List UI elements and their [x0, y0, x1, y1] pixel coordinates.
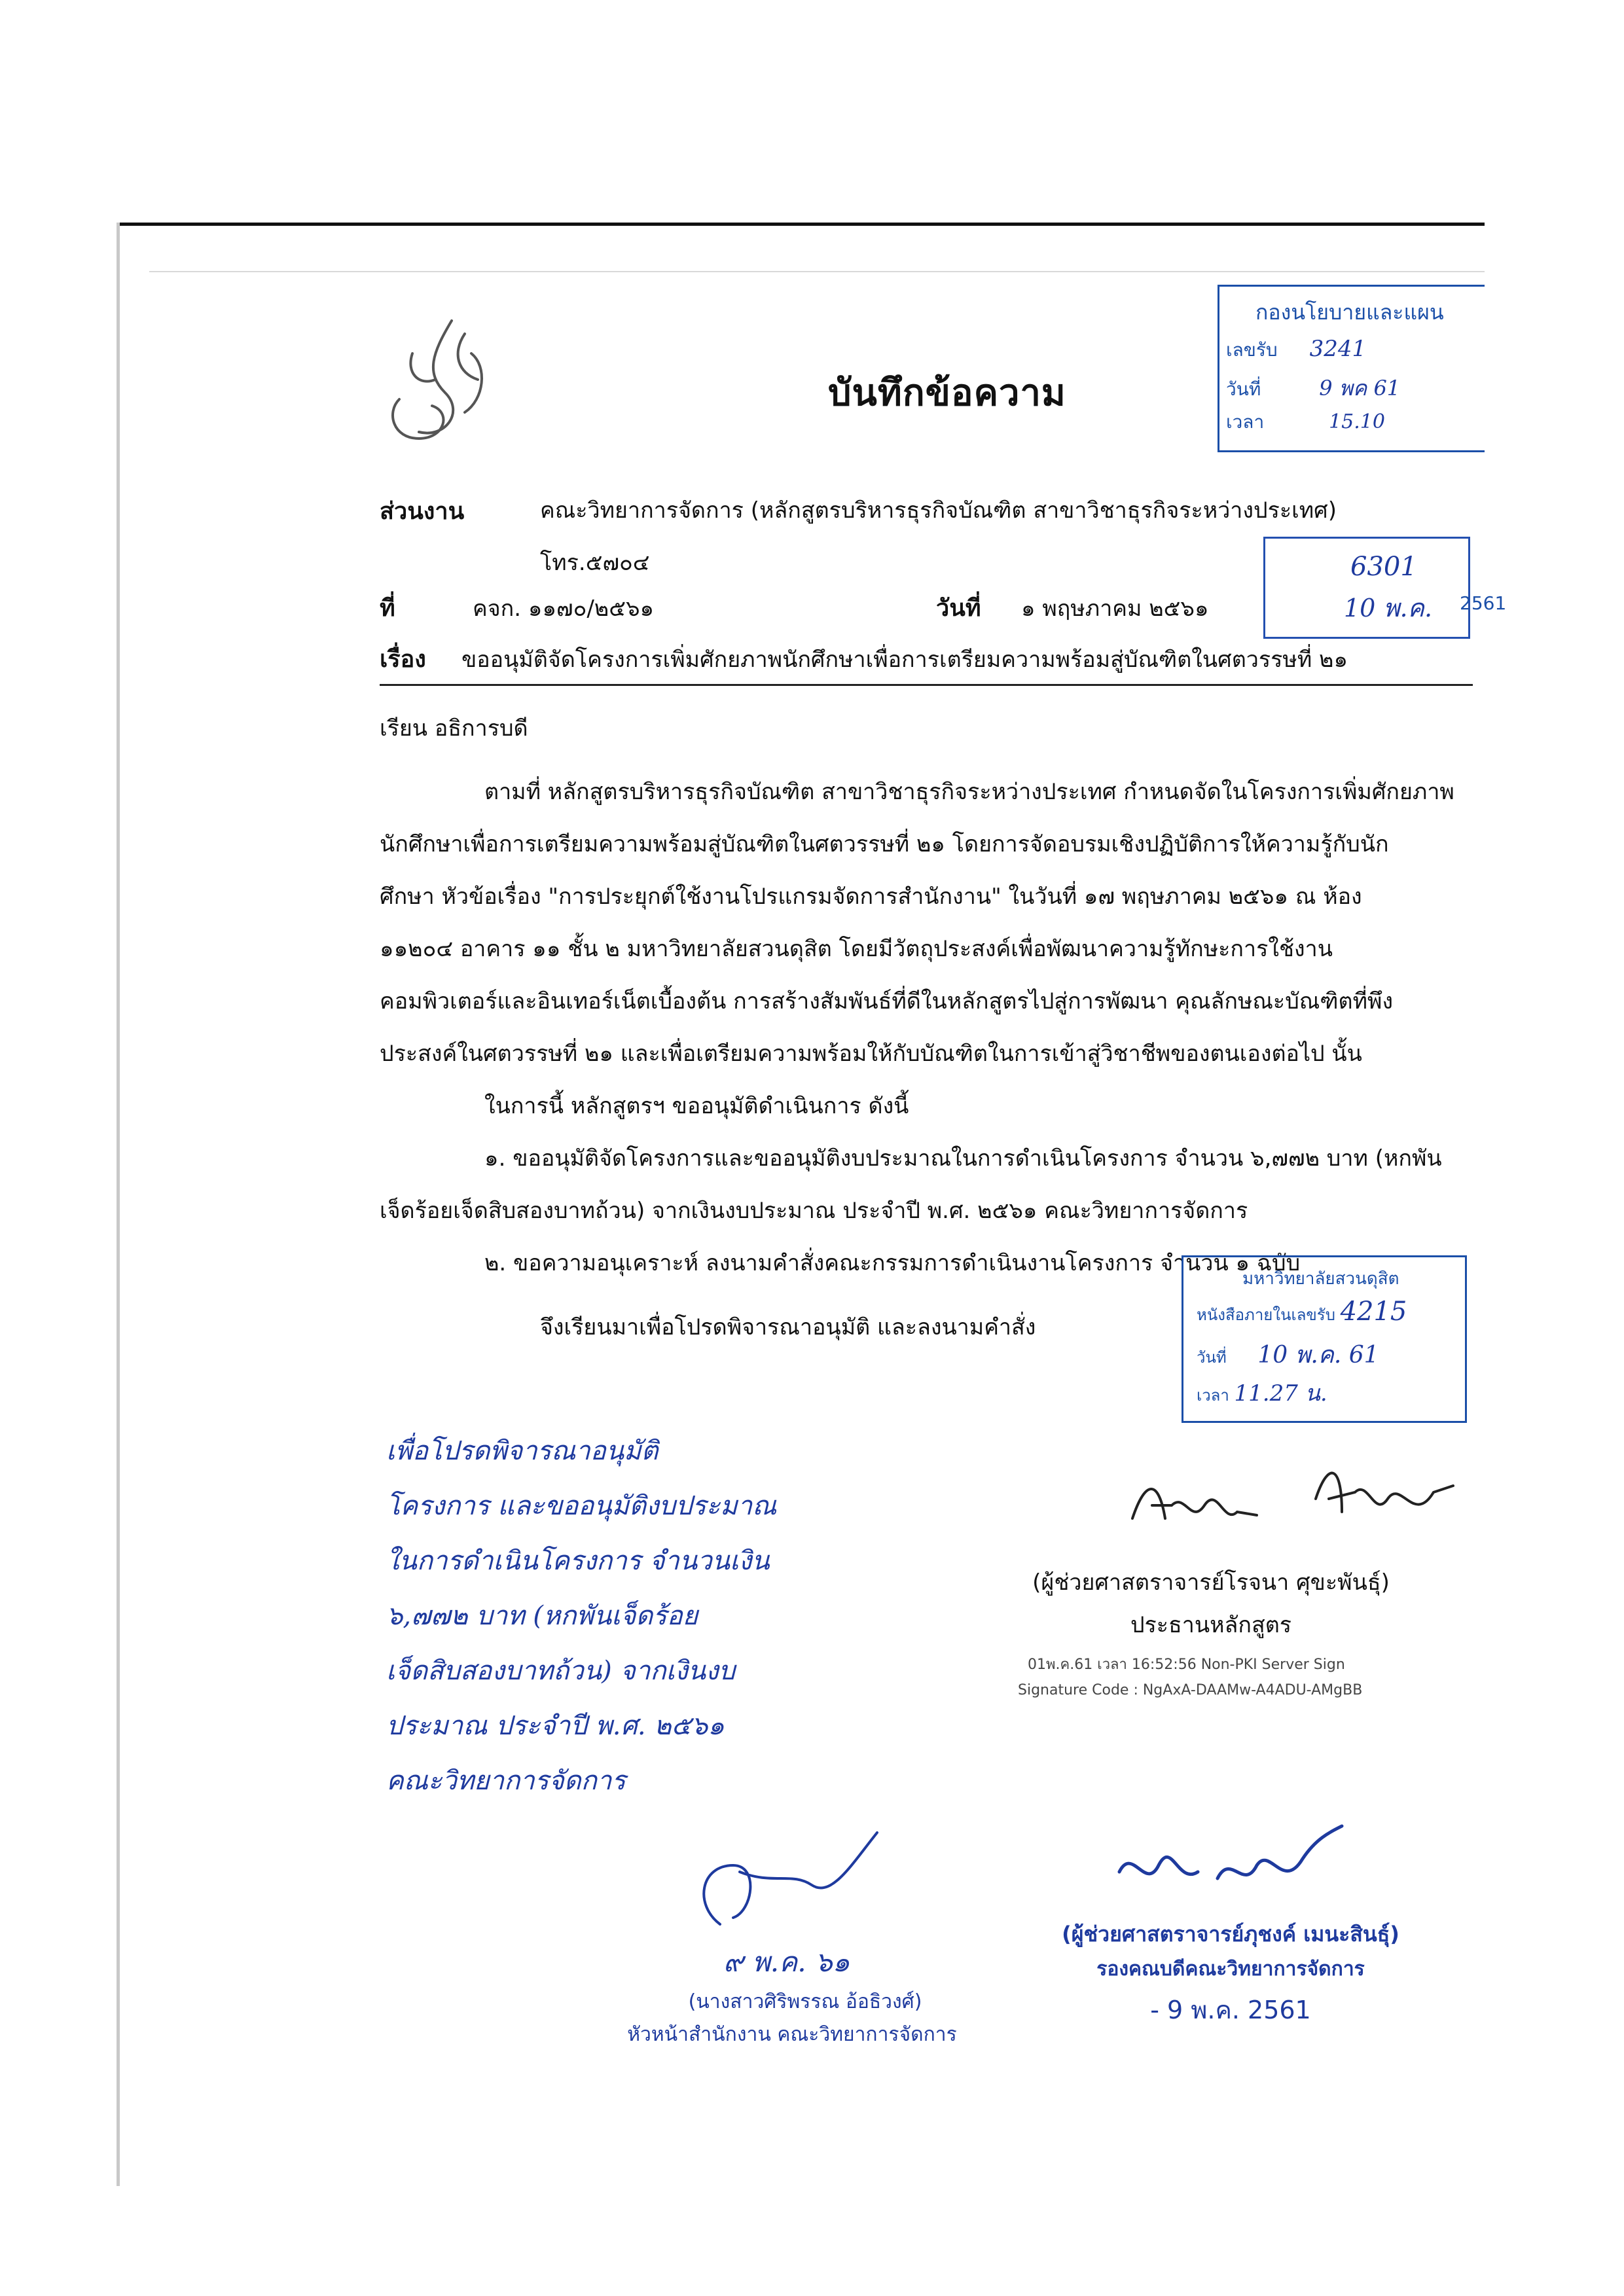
- date-label: วันที่: [936, 595, 981, 622]
- office-head-sign-date: ๙ พ.ค. ๖๑: [723, 1946, 850, 1978]
- page-border-left: [117, 223, 120, 2186]
- stamp-univ-date-label: วันที่: [1197, 1348, 1227, 1367]
- handwritten-note-line: โครงการ และขออนุมัติงบประมาณ: [386, 1491, 777, 1521]
- stamp-univ-recv-value: 4215: [1340, 1297, 1407, 1327]
- chair-name: (ผู้ช่วยศาสตราจารย์โรจนา ศุขะพันธุ์): [1032, 1570, 1390, 1596]
- unit-value-line2: โทร.๕๗๐๔: [540, 550, 650, 576]
- stamp-date-value: 9 พค 61: [1319, 376, 1401, 401]
- stamp-recv-value: 3241: [1309, 336, 1367, 362]
- garuda-emblem-icon: [373, 314, 497, 452]
- office-head-position: หัวหน้าสำนักงาน คณะวิทยาการจัดการ: [627, 2023, 957, 2046]
- handwritten-note-line: ๖,๗๗๒ บาท (หกพันเจ็ดร้อย: [386, 1601, 698, 1631]
- stamp-univ-recv-label: หนังสือภายในเลขรับ: [1197, 1306, 1335, 1324]
- stamp-date-label: วันที่: [1226, 378, 1261, 400]
- stamp-title: กองนโยบายและแผน: [1255, 300, 1444, 325]
- ref-label: ที่: [380, 595, 395, 622]
- body-item1-line2: เจ็ดร้อยเจ็ดสิบสองบาทถ้วน) จากเงินงบประมาณ ประจำปี พ.ศ. ๒๕๖๑ คณะวิทยาการจัดการ: [380, 1198, 1248, 1224]
- body-p1-line4: ๑๑๒๐๔ อาคาร ๑๑ ชั้น ๒ มหาวิทยาลัยสวนดุสิต โดยมีวัตถุประสงค์เพื่อพัฒนาความรู้ทักษะการใช้งาน: [380, 936, 1333, 962]
- unit-value-line1: คณะวิทยาการจัดการ (หลักสูตรบริหารธุรกิจบัณฑิต สาขาวิชาธุรกิจระหว่างประเทศ): [540, 497, 1337, 524]
- stamp-time-value: 15.10: [1329, 410, 1385, 433]
- ref-value: คจก. ๑๑๗๐/๒๕๖๑: [473, 596, 655, 622]
- deputy-dean-signature-icon: [1106, 1820, 1355, 1911]
- body-paragraph-1: [380, 766, 1479, 1289]
- deputy-dean-position: รองคณบดีคณะวิทยาการจัดการ: [1096, 1958, 1365, 1981]
- stamp-receipt-number: [1263, 537, 1470, 639]
- chair-signature-icon: [1126, 1453, 1466, 1545]
- handwritten-note-line: คณะวิทยาการจัดการ: [386, 1766, 626, 1796]
- deputy-dean-name: (ผู้ช่วยศาสตราจารย์ภุชงค์ เมนะสินธุ์): [1062, 1922, 1399, 1946]
- chair-position: ประธานหลักสูตร: [1130, 1612, 1292, 1638]
- body-p1-line1: ตามที่ หลักสูตรบริหารธุรกิจบัณฑิต สาขาวิชาธุรกิจระหว่างประเทศ กำหนดจัดในโครงการเพิ่มศักยภาพ: [484, 779, 1454, 805]
- document-title: บันทึกข้อความ: [828, 372, 1066, 414]
- stamp-university-receipt: [1182, 1255, 1467, 1423]
- body-p2: ในการนี้ หลักสูตรฯ ขออนุมัติดำเนินการ ดังนี้: [484, 1093, 909, 1119]
- stamp-time-label: เวลา: [1226, 411, 1265, 433]
- closing-text: จึงเรียนมาเพื่อโปรดพิจารณาอนุมัติ และลงนามคำสั่ง: [540, 1314, 1036, 1340]
- body-item1-line1: ๑. ขออนุมัติจัดโครงการและขออนุมัติงบประมาณในการดำเนินโครงการ จำนวน ๖,๗๗๒ บาท (หกพัน: [484, 1145, 1442, 1172]
- body-p1-line5: คอมพิวเตอร์และอินเทอร์เน็ตเบื้องต้น การสร้างสัมพันธ์ที่ดีในหลักสูตรไปสู่การพัฒนา คุณลักษณะบัณฑิตที่พึง: [380, 988, 1394, 1014]
- date-value: ๑ พฤษภาคม ๒๕๖๑: [1021, 596, 1209, 622]
- body-item2: ๒. ขอความอนุเคราะห์ ลงนามคำสั่งคณะกรรมการดำเนินงานโครงการ จำนวน ๑ ฉบับ: [484, 1250, 1301, 1276]
- body-p1-line6: ประสงค์ในศตวรรษที่ ๒๑ และเพื่อเตรียมความพร้อมให้กับบัณฑิตในการเข้าสู่วิชาชีพของตนเองต่อไป นั้น: [380, 1041, 1362, 1067]
- handwritten-note-line: ในการดำเนินโครงการ จำนวนเงิน: [386, 1546, 770, 1576]
- stamp-univ-time-label: เวลา: [1197, 1386, 1229, 1405]
- stamp-recv-label: เลขรับ: [1226, 339, 1278, 361]
- stamp-univ-title: มหาวิทยาลัยสวนดุสิต: [1242, 1269, 1399, 1289]
- stamp-univ-date-value: 10 พ.ค. 61: [1257, 1342, 1379, 1369]
- unit-label: ส่วนงาน: [380, 498, 465, 525]
- body-p1-line2: นักศึกษาเพื่อการเตรียมความพร้อมสู่บัณฑิตในศตวรรษที่ ๒๑ โดยการจัดอบรมเชิงปฏิบัติการให้ความรู้กับนัก: [380, 831, 1389, 857]
- subject-label: เรื่อง: [380, 646, 426, 673]
- subject-value: ขออนุมัติจัดโครงการเพิ่มศักยภาพนักศึกษาเพื่อการเตรียมความพร้อมสู่บัณฑิตในศตวรรษที่ ๒๑: [461, 647, 1348, 673]
- handwritten-note-line: เจ็ดสิบสองบาทถ้วน) จากเงินงบ: [386, 1656, 736, 1686]
- stamp-policy-division: [1218, 285, 1485, 452]
- header-rule: [380, 684, 1473, 686]
- stamp-receipt-year: 2561: [1460, 592, 1507, 614]
- pki-sign-line1: 01พ.ค.61 เวลา 16:52:56 Non-PKI Server Sign: [1028, 1657, 1345, 1673]
- stamp-receipt-value: 6301: [1350, 552, 1417, 582]
- stamp-receipt-date: 10 พ.ค.: [1344, 594, 1433, 622]
- handwritten-note: [386, 1424, 884, 1808]
- office-head-name: (นางสาวศิริพรรณ อ้อธิวงศ์): [688, 1990, 922, 2013]
- scan-edge-line: [149, 271, 1485, 272]
- body-p1-line3: ศึกษา หัวข้อเรื่อง "การประยุกต์ใช้งานโปรแกรมจัดการสำนักงาน" ในวันที่ ๑๗ พฤษภาคม ๒๕๖๑ ณ ห้อง: [380, 884, 1362, 910]
- page-border-top: [117, 223, 1485, 226]
- office-head-signature-icon: [681, 1826, 890, 1937]
- handwritten-note-line: ประมาณ ประจำปี พ.ศ. ๒๕๖๑: [386, 1711, 725, 1741]
- handwritten-note-line: เพื่อโปรดพิจารณาอนุมัติ: [386, 1436, 659, 1466]
- pki-sign-line2: Signature Code : NgAxA-DAAMw-A4ADU-AMgBB: [1018, 1682, 1363, 1698]
- salutation: เรียน อธิการบดี: [380, 715, 528, 742]
- deputy-dean-date: - 9 พ.ค. 2561: [1150, 1996, 1311, 2024]
- stamp-univ-time-value: 11.27 น.: [1234, 1380, 1327, 1407]
